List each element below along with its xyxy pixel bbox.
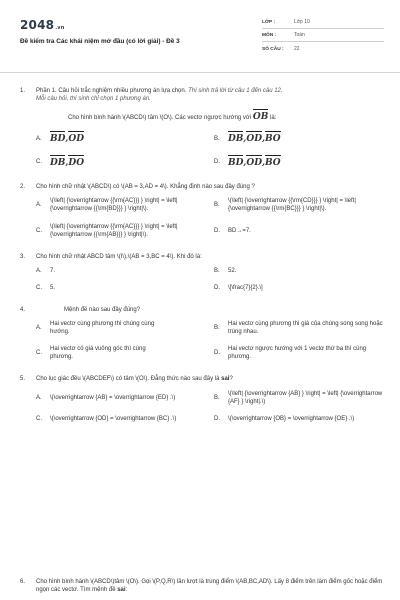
question-number: 5. <box>20 376 26 383</box>
option-text: Hai vectơ cùng phương thì giá của chúng song song hoặc trùng nhau. <box>228 321 383 336</box>
option-a[interactable]: A. Hai vectơ cùng phương thì chúng cùng hướng. <box>36 320 206 336</box>
option-text: \(\overrightarrow {OD} = \overrightarrow {BC} .\) <box>50 415 177 422</box>
option-a[interactable]: A. \(\left| {\overrightarrow {{\rm{AC}}} } \right| = \left| {\overrightarrow {{\rm{BD}}} } \right|\). <box>36 197 206 213</box>
option-c[interactable]: C. DB,DO <box>36 155 206 169</box>
vector-ob: OB <box>253 109 268 123</box>
option-b[interactable]: B. \(\left| {\overrightarrow {AB} } \right| = \left| {\overrightarrow {AF} } \right|.\) <box>214 390 383 405</box>
question-stem: Mệnh đề nào sau đây đúng? <box>64 307 141 314</box>
answer-options <box>36 131 384 169</box>
meta-key: LỚP : <box>262 19 276 25</box>
answer-options <box>36 267 384 292</box>
question-number: 4. <box>20 307 26 314</box>
emphasis-sai: sai <box>117 587 126 594</box>
question-6 <box>20 578 384 594</box>
question-2 <box>20 183 384 247</box>
part-title: Phần 1. Câu hỏi trắc nghiệm nhiều phương án lựa chọn. <box>36 88 187 94</box>
meta-row-class <box>262 16 384 29</box>
brand <box>20 14 180 47</box>
option-text: Hai vectơ cùng phương thì chúng cùng hướng. <box>50 321 155 336</box>
option-text: 7. <box>50 267 56 274</box>
option-text: DB,DO <box>50 155 84 169</box>
answer-options <box>36 320 384 361</box>
option-text: BD,OD <box>50 131 84 145</box>
meta-key: MÔN : <box>262 32 277 38</box>
option-d[interactable]: D. Hai vectơ ngược hướng với 1 vectơ thứ ba thì cùng phương. <box>214 345 384 361</box>
question-4 <box>20 306 384 370</box>
question-stem: Cho hình bình hành \(ABCD\)tâm \(O\). Gọi \(P,Q,R\) lần lượt là trung điểm \(AB,BC,AD\). Lấy 8 điểm trên làm điểm gốc hoặc điểm ngọn các vectơ. Tìm mệnh đề sai: <box>36 579 383 594</box>
option-c[interactable]: C. \(\left| {\overrightarrow {{\rm{AC}}} } \right| = \left| {\overrightarrow {{\rm{AB}}} } \right|\). <box>36 223 206 239</box>
option-text: 5. <box>50 284 56 291</box>
question-stem: Cho lục giác đều \(ABCDEF\) có tâm \(O\). Đẳng thức nào sau đây là sai? <box>36 376 233 383</box>
question-3 <box>20 253 384 301</box>
header-divider <box>0 72 400 73</box>
option-text: \(\left| {\overrightarrow {{\rm{AC}}} } \right| = \left| {\overrightarrow {{\rm{AB}}} } \right|\). <box>50 223 178 238</box>
instruction: Thí sinh trả lời từ câu 1 đến câu 12. <box>188 88 283 94</box>
question-5 <box>20 375 384 431</box>
answer-options <box>36 197 384 238</box>
answer-options <box>36 390 384 423</box>
question-number: 2. <box>20 184 26 191</box>
document-title: Đề kiểm tra Các khái niệm mở đầu (có lời giải) - Đề 3 <box>20 38 180 46</box>
option-text: 52. <box>228 267 237 274</box>
question-1 <box>20 87 384 178</box>
option-d[interactable]: D. \[\frac{7}{2}.\] <box>214 284 384 292</box>
meta-value: Toán <box>294 32 305 39</box>
option-b[interactable]: B. Hai vectơ cùng phương thì giá của chúng song song hoặc trùng nhau. <box>214 321 383 336</box>
option-text: BD→=7. <box>228 227 251 234</box>
question-stem: Cho hình chữ nhật \(ABCD\) có \(AB = 3,AD = 4\). Khẳng định nào sau đây đúng ? <box>36 184 255 191</box>
option-text: Hai vectơ ngược hướng với 1 vectơ thứ ba thì cùng phương. <box>228 346 367 361</box>
option-c[interactable]: C. \(\overrightarrow {OD} = \overrightarrow {BC} .\) <box>36 415 206 423</box>
meta-row-count <box>262 42 384 55</box>
meta-value: Lớp 10 <box>294 19 310 26</box>
instruction: Mỗi câu hỏi, thí sinh chỉ chọn 1 phương án. <box>36 96 151 103</box>
question-list <box>20 87 384 432</box>
question-number: 3. <box>20 253 26 260</box>
option-text: \(\overrightarrow {AB} = \overrightarrow {ED} .\) <box>50 394 176 401</box>
question-stem <box>36 87 384 103</box>
option-a[interactable]: A. \(\overrightarrow {AB} = \overrightarrow {ED} .\) <box>36 390 206 406</box>
option-d[interactable]: D. BD→=7. <box>214 223 384 239</box>
option-text: Hai vectơ có giá vuông góc thì cùng phương. <box>50 346 146 361</box>
option-a[interactable]: A. BD,OD <box>36 131 206 145</box>
option-a[interactable]: A. 7. <box>36 267 206 275</box>
option-text: \(\overrightarrow {OB} = \overrightarrow {OE} .\) <box>228 415 355 422</box>
site-logo[interactable]: 2048.vn <box>20 18 65 32</box>
option-c[interactable]: C. 5. <box>36 284 206 292</box>
option-text: \[\frac{7}{2}.\] <box>228 284 263 291</box>
option-c[interactable]: C. Hai vectơ có giá vuông góc thì cùng phương. <box>36 345 206 361</box>
header <box>20 14 384 66</box>
meta-row-subject <box>262 29 384 42</box>
meta-value: 22 <box>294 46 300 53</box>
option-d[interactable]: D. \(\overrightarrow {OB} = \overrightarrow {OE} .\) <box>214 415 384 423</box>
option-b[interactable]: B. \(\left| {\overrightarrow {{\rm{CD}}} } \right| = \left| {\overrightarrow {{\rm{BC}}} } \right|\). <box>214 197 384 213</box>
option-b[interactable]: B. DB,OD,BO <box>214 131 384 145</box>
option-b[interactable]: B. 52. <box>214 267 384 275</box>
option-text: BD,OD,BO <box>228 155 281 169</box>
option-text: DB,OD,BO <box>228 131 281 145</box>
option-text: \(\left| {\overrightarrow {{\rm{AC}}} } \right| = \left| {\overrightarrow {{\rm{BD}}} } \right|\). <box>50 198 178 213</box>
meta-key: SỐ CÂU : <box>262 46 284 52</box>
option-text: \(\left| {\overrightarrow {AB} } \right| = \left| {\overrightarrow {AF} } \right|.\) <box>228 390 383 405</box>
question-number: 1. <box>20 88 26 94</box>
question-stem: Cho hình chữ nhật ABCD tâm \(I\),\(AB = 3,BC = 4\). Khi đó là: <box>36 253 202 260</box>
emphasis-sai: sai <box>221 376 230 383</box>
question-subtext: Cho hình bình hành \(ABCD\) tâm \(O\). Các vectơ ngược hướng với OB là: <box>68 109 384 123</box>
question-number: 6. <box>20 579 26 585</box>
logo-suffix: .vn <box>55 25 65 31</box>
option-text: \(\left| {\overrightarrow {{\rm{CD}}} } \right| = \left| {\overrightarrow {{\rm{BC}}} } \right|\). <box>228 198 356 213</box>
option-d[interactable]: D. BD,OD,BO <box>214 155 384 169</box>
exam-meta-box <box>262 16 384 55</box>
